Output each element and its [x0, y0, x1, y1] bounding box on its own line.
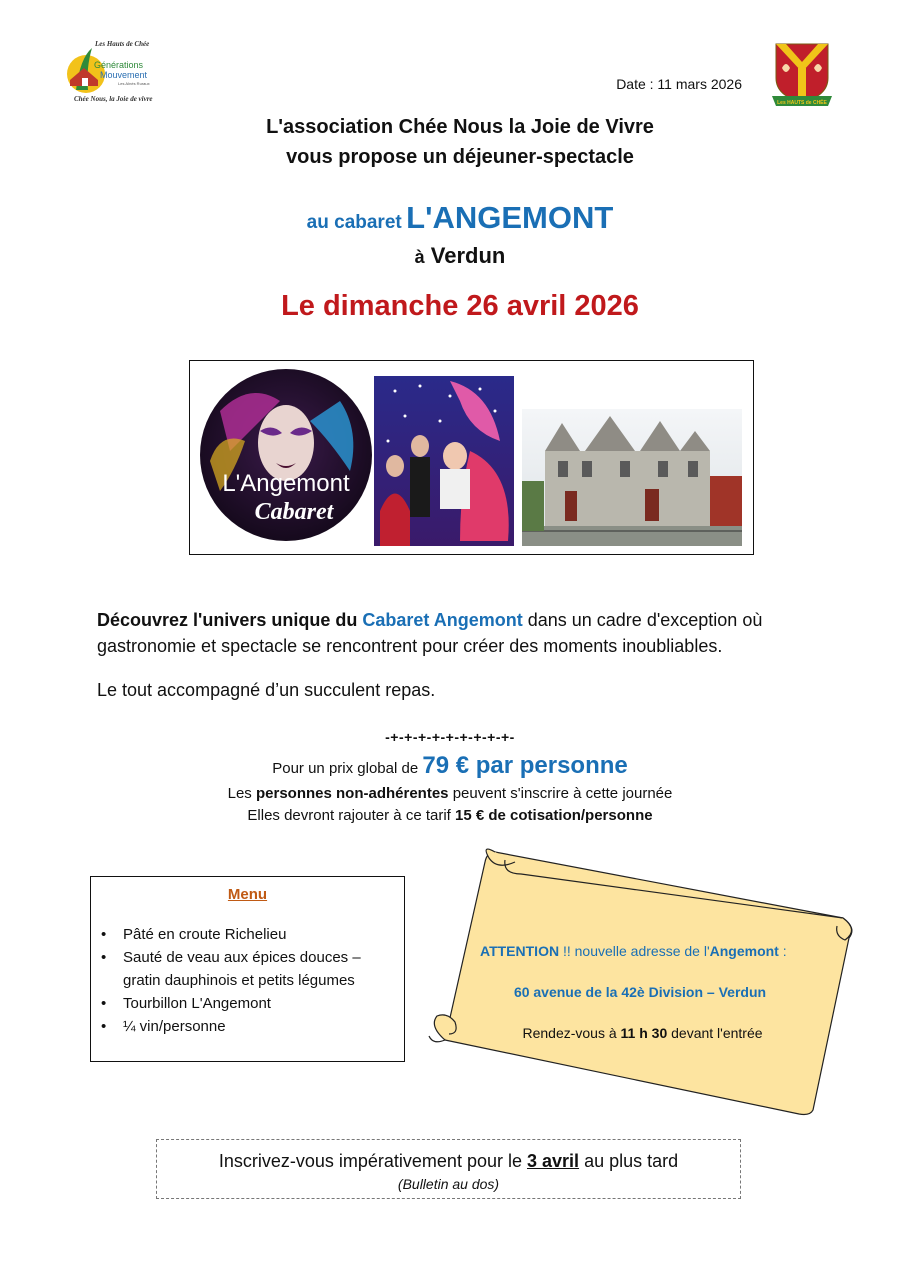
menu-title: Menu	[227, 886, 268, 903]
new-address: 60 avenue de la 42è Division – Verdun	[513, 984, 767, 1000]
venue-prefix: au cabaret	[306, 212, 402, 233]
city-name: Verdun	[430, 243, 506, 268]
menu-list	[123, 923, 393, 1038]
menu-box	[90, 876, 405, 1062]
building-photo	[522, 409, 742, 546]
title-line-2: vous propose un déjeuner-spectacle	[286, 146, 634, 168]
parchment-scroll-icon	[425, 840, 865, 1120]
meeting-time	[470, 1025, 815, 1041]
svg-text:L'Angemont: L'Angemont	[222, 470, 350, 497]
surcharge-line	[100, 807, 800, 824]
event-description	[97, 607, 817, 659]
title-line-1: L'association Chée Nous la Joie de Vivre	[266, 116, 654, 138]
nonmember-text-a: Les	[227, 785, 252, 802]
menu-item: • Tourbillon L'Angemont	[123, 992, 393, 1015]
non-members-line	[100, 785, 800, 802]
nonmember-bold: personnes non-adhérentes	[255, 785, 449, 802]
svg-text:Chée Nous, la Joie de vivre: Chée Nous, la Joie de vivre	[74, 95, 153, 103]
rdv-text-a: Rendez-vous à	[522, 1025, 617, 1041]
notice-attention	[480, 943, 820, 959]
photo-strip	[189, 360, 754, 555]
svg-text:Les Hauts de Chée: Les Hauts de Chée	[95, 40, 150, 48]
surcharge-text: Elles devront rajouter à ce tarif	[247, 807, 451, 824]
city-prefix: à	[414, 247, 425, 267]
notice-place: Angemont	[709, 943, 779, 959]
nonmember-text-b: peuvent s'inscrire à cette journée	[452, 785, 673, 802]
svg-text:Générations: Générations	[94, 60, 144, 70]
document-date: Date : 11 mars 2026	[616, 76, 742, 92]
attention-label: ATTENTION	[480, 943, 560, 959]
signup-text-a: Inscrivez-vous impérativement pour le	[218, 1151, 522, 1171]
town-crest-logo	[768, 38, 836, 112]
description-lead: Découvrez l'univers unique du	[97, 610, 358, 630]
signup-note: (Bulletin au dos)	[397, 1176, 500, 1192]
venue-name: L'ANGEMONT	[406, 200, 614, 235]
event-date: Le dimanche 26 avril 2026	[281, 290, 639, 322]
signup-text-b: au plus tard	[584, 1151, 679, 1171]
venue-line	[150, 200, 770, 236]
meal-line: Le tout accompagné d’un succulent repas.	[97, 680, 436, 700]
rdv-time: 11 h 30	[620, 1025, 668, 1041]
svg-text:Les Aînés Ruraux: Les Aînés Ruraux	[118, 81, 150, 86]
svg-text:Cabaret: Cabaret	[254, 499, 334, 525]
city-line	[150, 243, 770, 269]
notice-message: !! nouvelle adresse de l'	[562, 943, 710, 959]
rdv-text-b: devant l'entrée	[671, 1025, 763, 1041]
menu-item: • Pâté en croute Richelieu	[123, 923, 393, 946]
svg-text:Les HAUTS de CHÉE: Les HAUTS de CHÉE	[777, 100, 827, 106]
cabaret-name-highlight: Cabaret Angemont	[362, 610, 523, 630]
menu-item: • ¼ vin/personne	[123, 1015, 393, 1038]
signup-line	[157, 1151, 740, 1172]
cabaret-logo-photo	[200, 369, 372, 541]
notice-colon: :	[782, 943, 787, 959]
description-rest: dans un cadre d'exception où gastronomie et spectacle se rencontrent pour créer des moments inoubliables.	[97, 610, 763, 656]
separator: -+-+-+-+-+-+-+-+-+-	[385, 729, 515, 745]
signup-deadline: 3 avril	[527, 1151, 580, 1171]
price-value: 79 € par personne	[422, 752, 628, 779]
stage-show-photo	[374, 376, 514, 546]
price-prefix: Pour un prix global de	[272, 760, 419, 777]
menu-item: • Sauté de veau aux épices douces – gratin dauphinois et petits légumes	[123, 946, 393, 992]
signup-box	[156, 1139, 741, 1199]
price-line	[100, 752, 800, 780]
generations-mouvement-logo	[62, 38, 167, 108]
svg-text:Mouvement: Mouvement	[100, 70, 148, 80]
surcharge-bold: 15 € de cotisation/personne	[455, 807, 653, 824]
association-title	[150, 112, 770, 172]
